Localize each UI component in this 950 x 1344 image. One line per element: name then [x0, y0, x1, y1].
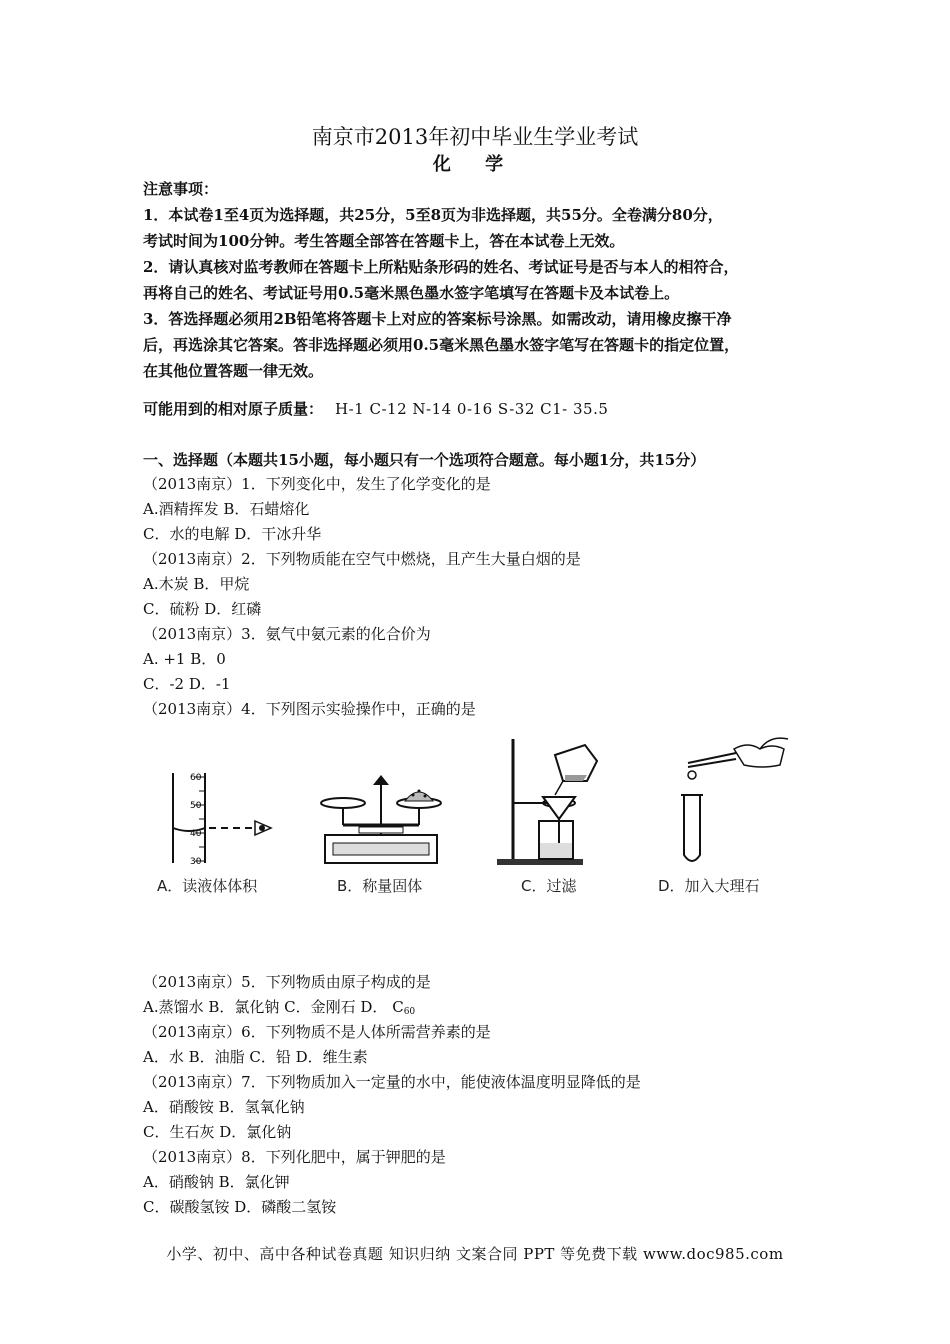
question-options: A．硝酸铵 B．氢氧化钠 — [143, 1098, 305, 1116]
question-options: A.酒精挥发 B．石蜡熔化 — [143, 500, 310, 518]
question-options: A. +1 B．0 — [143, 650, 226, 668]
figure-d — [648, 735, 803, 905]
question-options: C．生石灰 D．氯化钠 — [143, 1123, 292, 1141]
question-options: A．硝酸钠 B．氯化钾 — [143, 1173, 290, 1191]
balance-scale-icon — [313, 735, 453, 870]
notice-line: 1．本试卷1至4页为选择题，共25分，5至8页为非选择题，共55分。全卷满分80分， — [143, 206, 723, 224]
question-options: C．碳酸氢铵 D．磷酸二氢铵 — [143, 1198, 337, 1216]
question-stem: （2013南京）2．下列物质能在空气中燃烧，且产生大量白烟的是 — [143, 550, 581, 568]
question-options — [143, 995, 823, 1020]
question-stem: （2013南京）7．下列物质加入一定量的水中，能使液体温度明显降低的是 — [143, 1073, 641, 1091]
figure-caption-d: D．加入大理石 — [658, 877, 760, 895]
notice-line: 2．请认真核对监考教师在答题卡上所粘贴条形码的姓名、考试证号是否与本人的相符合， — [143, 258, 739, 276]
c60-subscript: 60 — [403, 1007, 416, 1017]
cylinder-tick-label: 60 — [190, 773, 202, 783]
footer-ad: 小学、初中、高中各种试卷真题 知识归纳 文案合同 PPT 等免费下载 www.doc985.com — [166, 1245, 784, 1263]
figure-caption-b: B．称量固体 — [337, 877, 423, 895]
question-list-continued — [143, 970, 823, 1220]
subject-title: 化 学 — [432, 154, 518, 175]
question-options: C．-2 D．-1 — [143, 675, 231, 693]
section-heading: 一、选择题（本题共15小题，每小题只有一个选项符合题意。每小题1分，共15分） — [143, 451, 706, 469]
figure-caption-a: A．读液体体积 — [157, 877, 258, 895]
question-stem: （2013南京）6．下列物质不是人体所需营养素的是 — [143, 1023, 491, 1041]
question-stem: （2013南京）5．下列物质由原子构成的是 — [143, 973, 431, 991]
figure-c — [493, 735, 613, 905]
question-stem: （2013南京）4．下列图示实验操作中，正确的是 — [143, 700, 476, 718]
test-tube-tongs-icon — [648, 735, 803, 870]
notice-line: 在其他位置答题一律无效。 — [143, 362, 324, 380]
filtration-apparatus-icon — [493, 735, 613, 870]
atomic-mass-label: 可能用到的相对原子质量： — [143, 400, 324, 418]
lab-operations-figure — [143, 735, 803, 905]
question-options: C．水的电解 D．干冰升华 — [143, 525, 322, 543]
notice-line: 后，再选涂其它答案。答非选择题必须用0.5毫米黑色墨水签字笔写在答题卡的指定位置， — [143, 336, 740, 354]
cylinder-tick-label: 50 — [190, 801, 202, 811]
figure-b — [313, 735, 453, 905]
notice-section — [143, 176, 823, 384]
atomic-mass-line — [143, 398, 823, 419]
exam-title: 南京市2013年初中毕业生学业考试 — [311, 125, 639, 149]
question-stem: （2013南京）3．氨气中氨元素的化合价为 — [143, 625, 431, 643]
figure-a — [143, 735, 293, 905]
notice-heading: 注意事项： — [143, 180, 219, 198]
question-stem: （2013南京）1．下列变化中，发生了化学变化的是 — [143, 475, 491, 493]
notice-line: 再将自己的姓名、考试证号用0.5毫米黑色墨水签字笔填写在答题卡及本试卷上。 — [143, 284, 680, 302]
question-options: A．水 B．油脂 C．铅 D．维生素 — [143, 1048, 368, 1066]
notice-line: 考试时间为100分钟。考生答题全部答在答题卡上，答在本试卷上无效。 — [143, 232, 625, 250]
question-options: A.木炭 B．甲烷 — [143, 575, 250, 593]
figure-caption-c: C．过滤 — [521, 877, 577, 895]
graduated-cylinder-icon — [143, 735, 293, 870]
cylinder-tick-label: 30 — [190, 857, 202, 867]
question-list — [143, 472, 823, 722]
cylinder-tick-label: 40 — [190, 829, 202, 839]
question-stem: （2013南京）8．下列化肥中，属于钾肥的是 — [143, 1148, 446, 1166]
notice-line: 3．答选择题必须用2B铅笔将答题卡上对应的答案标号涂黑。如需改动，请用橡皮擦干净 — [143, 310, 732, 328]
question-options: C．硫粉 D．红磷 — [143, 600, 262, 618]
atomic-mass-values: H-1 C-12 N-14 0-16 S-32 C1- 35.5 — [335, 400, 609, 418]
q5-options-text: A.蒸馏水 B．氯化钠 C．金刚石 D． C — [143, 998, 404, 1016]
